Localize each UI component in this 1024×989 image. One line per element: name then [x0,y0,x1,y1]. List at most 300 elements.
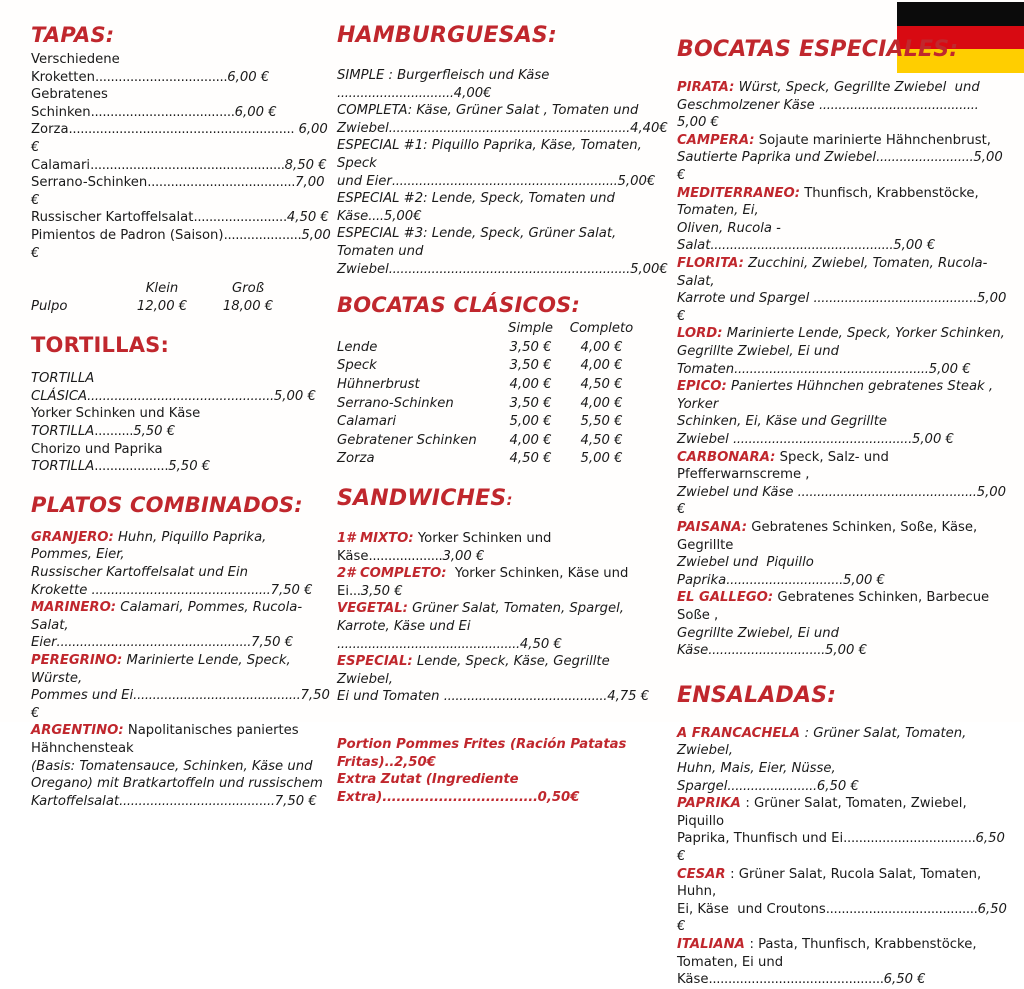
plato-item-name: PEREGRINO: [31,652,123,668]
especial-line [677,484,1011,519]
sandwich-item [337,530,667,565]
plato-line-text: Napolitanisches paniertes [123,723,299,739]
spacer [337,469,667,487]
dot-leader: ... [349,583,361,599]
tortilla-item-name: Chorizo und Paprika [31,441,167,457]
dot-leader: .......... [94,424,134,439]
tortilla-item-name: Yorker Schinken und Käse [31,406,205,422]
tapas-item-price: 6,00 € [227,69,270,85]
hamburguesa-line-text: Zwiebel [337,120,389,136]
ensalada-line-text: : Grüner Salat, Rucola Salat, Tomaten, Huhn, [677,866,986,900]
bocatas-clasicos-table [337,320,637,469]
tapas-item [31,227,335,262]
ensalada-line [677,725,1007,760]
hamburguesa-line [337,67,667,102]
especial-item [677,255,1011,325]
hamburguesa-item [337,102,667,137]
ensalada-line-text: : Grüner Salat, Tomaten, Zwiebel, [677,725,971,759]
dot-leader: ............................................... [337,636,520,652]
plato-line-text: Oregano) mit Bratkartoffeln und russischem [31,776,323,792]
ensalada-item-name: ITALIANA [677,936,750,952]
spacer [677,61,1007,79]
pulpo-col-header: Klein [145,281,179,297]
especial-line [677,449,1007,484]
dot-leader: .......................................... [813,291,977,307]
tortilla-item-price: 5,00 € [273,388,316,404]
heading-sandwiches-text: SANDWICHES [337,486,507,512]
especial-item [677,449,1011,519]
clasicos-cell-completo: 4,50 € [580,432,623,448]
hamburguesa-line-text: ESPECIAL #1: Piquillo Paprika, Käse, Tomaten, Speck [337,138,646,172]
especial-line [677,554,1007,589]
especial-line [677,625,1007,660]
especial-price: 5,00 € [825,643,867,659]
plato-line [31,775,331,793]
especial-line-text: Oliven, Rucola -Salat [677,220,781,254]
especial-line-text: Thunfisch, Krabbenstöcke, [800,185,979,201]
spacer [31,356,331,370]
especial-price: 5,00 € [677,150,1007,184]
especial-line [677,589,1007,624]
clasicos-cell-completo: 5,00 € [580,451,623,467]
plato-line-text: Huhn, Piquillo Paprika, Pommes, Eier, [31,529,271,563]
clasicos-cell-simple: 4,00 € [509,432,552,448]
clasicos-cell-simple: 3,50 € [509,339,552,355]
especial-line-text: Sautierte Paprika und Zwiebel [677,150,877,166]
especial-item [677,589,1007,659]
sandwich-line-text: Ei und Tomaten [337,689,444,705]
especial-item-name: CAMPERA: [677,132,755,148]
plato-item-price: 7,50 € [270,582,313,598]
dot-leader: ...................................... [147,175,296,191]
heading-bocatas-clasicos: BOCATAS CLÁSICOS: [337,293,581,318]
dot-leader: ................... [368,548,443,564]
ensalada-item [677,936,1007,989]
sandwich-item-name: ESPECIAL: [337,654,413,670]
plato-line-text: Krokette [31,582,92,598]
spacer [31,316,331,334]
tortilla-item-price: 5,50 € [133,424,176,439]
flag-band-black [897,2,1024,26]
especial-line [677,290,1011,325]
ensalada-item [677,866,1012,936]
sandwich-item [337,653,667,706]
hamburguesa-item [337,137,667,190]
hamburguesa-line [337,120,667,138]
hamburguesa-item [337,67,667,102]
plato-line-text: Kartoffelsalat [31,793,120,809]
especial-item-name: FLORITA: [677,256,744,272]
especial-line [677,431,1007,449]
dot-leader: ............................................. [708,972,884,988]
dot-leader: .............................. [708,643,826,659]
tapas-item-price: 6,00 € [234,104,277,120]
clasicos-row [337,395,637,414]
especial-item [677,325,1007,378]
ensalada-line [677,795,1007,830]
plato-line-text: (Basis: Tomatensauce, Schinken, Käse und [31,758,313,774]
spacer [677,660,1007,684]
tapas-item-name: Verschiedene Kroketten [31,52,124,85]
plato-item [31,652,335,722]
tortilla-item [31,370,331,405]
hamburguesa-line [337,102,667,120]
plato-line [31,758,331,776]
especial-line-text: Speck, Salz- und Pfefferwarnscreme , [677,449,894,483]
dot-leader: ....................... [727,778,817,794]
clasicos-cell-completo: 4,00 € [580,358,623,374]
extra-item-price: 0,50€ [537,789,580,805]
hamburguesa-item [337,225,667,278]
especial-line [677,255,1007,290]
especial-price: 5,00 € [928,361,971,377]
tapas-item-name: Calamari [31,157,91,173]
plato-line [31,599,331,634]
ensalada-line-text: : Grüner Salat, Tomaten, Zwiebel, Piquillo [677,796,971,829]
especial-line-text: Zucchini, Zwiebel, Tomaten, Rucola-Salat, [677,256,988,289]
spacer [677,707,1007,725]
heading-sandwiches-colon: : [506,491,513,510]
clasicos-cell-name: Lende [337,339,378,355]
sandwich-line-text: Grüner Salat, Tomaten, Spargel, [407,601,624,617]
ensalada-price: 6,50 € [677,831,1010,864]
pulpo-table [31,280,291,316]
pulpo-header-row [31,280,291,298]
extra-item [337,736,667,771]
extra-item [337,771,667,806]
plato-item [31,529,331,599]
especial-line-text: Karrote und Spargel [677,291,814,307]
dot-leader: ............................................... [710,238,894,254]
tapas-item [31,86,331,121]
spacer [31,476,331,494]
dot-leader: ........................ [193,210,287,226]
especial-line [677,519,1007,554]
plato-item-price: 7,50 € [274,793,317,809]
especial-price: 5,00 € [677,97,983,131]
hamburguesa-item [337,190,667,225]
especial-line-text: Gegrillte Zwiebel, Ei und [677,344,839,359]
especial-line [677,132,1007,150]
sandwich-price: 3,50 € [360,583,403,599]
dot-leader: .......................................... [443,689,608,705]
clasicos-row [337,357,637,376]
especial-item-name: PIRATA: [677,80,735,96]
especial-item [677,132,1007,185]
clasicos-cell-name: Zorza [337,451,375,467]
clasicos-cell-completo: 4,00 € [580,339,623,355]
hamburguesa-line [337,137,667,172]
pulpo-cell-label: Pulpo [31,299,68,315]
dot-leader: .............................................. [732,431,912,447]
sandwich-item-name: VEGETAL: [337,601,408,617]
sandwich-price: 4,50 € [519,636,562,652]
ensalada-line [677,760,1007,795]
clasicos-cell-name: Hühnerbrust [337,377,420,393]
heading-tapas: TAPAS: [31,23,115,47]
clasicos-row [337,432,637,451]
plato-item-price: 7,50 € [31,688,335,721]
especial-line-text: Tomaten [677,361,735,377]
clasicos-cell-name: Calamari [337,414,397,430]
sandwich-line-text: Yorker Schinken, Käse und Ei [337,566,633,599]
dot-leader: .................................. [843,831,976,847]
hamburguesa-line-text: COMPLETA: Käse, Grüner Salat , Tomaten und [337,103,639,119]
ensalada-line [677,830,1010,865]
plato-line [31,529,331,564]
clasicos-cell-simple: 4,50 € [509,451,552,467]
especial-item [677,519,1007,589]
extra-item-text: Extra Zutat (Ingrediente Extra) [337,772,524,805]
especial-line [677,378,1007,413]
pulpo-col-header: Groß [231,281,265,297]
heading-ensaladas: ENSALADAS: [677,682,837,708]
especial-line-text: Schinken, Ei, Käse und Gegrillte [677,414,887,430]
especial-item [677,378,1007,448]
clasicos-cell-completo: 4,00 € [580,395,623,411]
especial-line-text: Marinierte Lende, Speck, Yorker Schinken, [722,326,1005,342]
plato-item-price: 7,50 € [251,635,294,651]
plato-line-text: Hähnchensteak [31,740,134,756]
dot-leader: .................................. [94,69,228,85]
especial-line-text: Würst, Speck, Gegrillte Zwiebel und [734,80,980,96]
plato-line-text: Marinierte Lende, Speck, Würste, [31,652,295,686]
plato-line [31,652,331,687]
clasicos-col-header [337,320,495,339]
clasicos-row [337,450,637,469]
sandwich-line [337,530,667,565]
ensalada-line [677,901,1012,936]
plato-item [31,599,331,652]
pulpo-cell-klein: 12,00 € [136,299,188,315]
sandwich-line [337,688,667,706]
hamburguesa-price: 5,00€ [383,208,422,224]
tapas-item-name: Russischer Kartoffelsalat [31,210,194,226]
tapas-item-name: Serrano-Schinken [31,175,148,191]
dot-leader: .............................. [337,85,454,101]
especial-item-name: CARBONARA: [677,449,776,465]
dot-leader: .......................................................... [391,173,618,189]
especial-line [677,343,1007,361]
hamburguesa-line-text: ESPECIAL #2: Lende, Speck, Tomaten und Käse [337,191,620,224]
dot-leader: .............................................. [797,484,977,500]
dot-leader: .................... [223,227,302,243]
plato-line-text: Eier [31,635,57,651]
sandwich-line-text: Yorker Schinken und Käse [337,531,556,564]
dot-leader: ........................................... [133,688,301,704]
dot-leader: .......................................................... [68,122,295,138]
heading-platos-combinados: PLATOS COMBINADOS: [31,492,303,517]
extra-item-price: 2,50€ [394,754,436,770]
ensalada-line-text: : Pasta, Thunfisch, Krabbenstöcke, [749,936,977,952]
clasicos-row [337,339,637,358]
sandwich-line-text: Lende, Speck, Käse, Gegrillte Zwiebel, [337,654,614,687]
especial-line-text: Gegrillte Zwiebel, Ei und Käse [677,625,844,659]
plato-line [31,564,331,582]
sandwich-line [337,565,667,600]
plato-line [31,634,331,652]
dot-leader: ................................. [382,789,538,805]
extra-item-text: Portion Pommes Frites (Ración Patatas Fritas) [337,737,631,770]
tapas-item [31,209,331,227]
ensalada-line-text: Tomaten, Ei und Käse [677,954,788,988]
tortilla-item-price: 5,50 € [168,459,211,475]
dot-leader: ......................................... [818,97,979,113]
clasicos-cell-completo: 5,50 € [580,414,623,430]
ensalada-item-name: PAPRIKA [677,796,746,812]
dot-leader: ................... [94,459,169,475]
tapas-item-name: Zorza [31,122,69,138]
especial-line [677,97,1007,132]
ensalada-line [677,866,1007,901]
especial-line [677,79,1007,97]
especial-line [677,220,1007,255]
hamburguesa-line [337,225,667,260]
dot-leader: .............................................................. [388,261,631,277]
tapas-item [31,157,331,175]
tapas-item [31,121,331,156]
heading-sandwiches [337,487,667,510]
dot-leader: .................................................. [90,157,285,173]
column-middle [337,24,667,806]
plato-item-name: ARGENTINO: [31,723,124,739]
dot-leader: .. [384,754,395,770]
clasicos-cell-simple: 3,50 € [509,395,552,411]
pulpo-cell-gross: 18,00 € [222,299,274,315]
dot-leader: ................................................ [87,388,274,404]
especial-line-text: Gebratenes Schinken, Soße, Käse, Gegrillte [677,519,982,553]
especial-item-name: MEDITERRANEO: [677,185,801,201]
tapas-item-name: Pimientos de Padron (Saison) [31,227,224,243]
ensalada-item-name: A FRANCACHELA [677,725,805,741]
hamburguesa-line-text: SIMPLE : Burgerfleisch und Käse [337,68,554,84]
tapas-item-price: 5,00 € [31,227,335,261]
especial-line [677,202,1007,220]
ensalada-line-text: Ei, Käse und Croutons [677,901,826,917]
sandwich-price: 3,00 € [442,548,485,564]
especial-item-name: PAISANA: [677,519,748,535]
clasicos-col-header: Simple [507,321,554,337]
especial-line [677,325,1007,343]
spacer [31,262,331,280]
dot-leader: .................................................. [56,635,252,651]
especial-line-text: Zwiebel [677,431,733,447]
sandwich-item-name: 1# MIXTO: [337,531,414,547]
especial-item [677,185,1007,255]
tortilla-item-emph: TORTILLA [31,424,95,439]
tortilla-item [31,441,331,476]
tortilla-item-emph: TORTILLA [31,459,95,475]
clasicos-cell-completo: 4,50 € [580,377,623,393]
especial-item-name: EL GALLEGO: [677,590,774,606]
tortilla-item-name: TORTILLA CLÁSICA [31,371,99,404]
plato-item-name: GRANJERO: [31,529,114,545]
especial-line [677,413,1007,431]
spacer [31,516,331,529]
clasicos-cell-name: Gebratener Schinken [337,432,477,448]
tapas-item-price: 8,50 € [284,157,327,173]
hamburguesa-price: 4,40€ [630,120,668,136]
pulpo-row [31,298,291,316]
tapas-item-name: Gebratenes Schinken [31,87,113,120]
especial-item [677,79,1007,132]
plato-line-text: Calamari, Pommes, Rucola-Salat, [31,600,303,633]
ensalada-line [677,954,1007,989]
spacer [337,510,667,530]
plato-line [31,687,335,722]
sandwich-line [337,653,667,688]
dot-leader: ..................................... [90,104,235,120]
dot-leader: .............................. [726,572,843,588]
clasicos-cell-name: Serrano-Schinken [337,395,454,411]
especial-item-name: EPICO: [677,379,727,395]
sandwich-item [337,565,667,600]
tortilla-item [31,405,331,440]
spacer [337,706,667,736]
clasicos-col-header: Completo [569,321,634,337]
clasicos-row [337,376,637,395]
sandwich-line-text: Karrote, Käse und Ei [337,619,475,635]
plato-line [31,582,331,600]
especial-line-text: Paniertes Hühnchen gebratenes Steak , Yorker [677,379,998,412]
clasicos-cell-simple: 5,00 € [509,414,552,430]
column-right [677,37,1012,989]
hamburguesa-line [337,261,667,279]
especial-line-text: Tomaten, Ei, [677,203,759,219]
especial-line [677,185,1007,203]
sandwich-item [337,600,667,653]
hamburguesa-price: 5,00€ [630,261,668,277]
especial-line-text: Gebratenes Schinken, Barbecue Soße , [677,590,994,623]
dot-leader: .............................................. [91,582,271,598]
especial-item-name: LORD: [677,326,723,342]
ensalada-item [677,795,1010,865]
ensalada-line [677,936,1007,954]
especial-line-text: Geschmolzener Käse [677,97,819,113]
plato-line [31,740,331,758]
plato-line-text: Russischer Kartoffelsalat und Ein [31,565,249,581]
spacer [337,47,667,67]
clasicos-cell-simple: 4,00 € [509,377,552,393]
tapas-item-price: 4,50 € [286,210,329,226]
heading-hamburguesas: HAMBURGUESAS: [337,23,557,48]
especial-line-text: Zwiebel und Käse [677,484,798,500]
heading-bocatas-especiales: BOCATAS ESPECIALES: [677,37,959,62]
hamburguesa-line [337,173,667,191]
clasicos-row [337,413,637,432]
ensalada-line-text: Huhn, Mais, Eier, Nüsse, Spargel [677,760,840,794]
tapas-item-price: 6,00 € [31,122,333,156]
sandwich-item-name: 2# COMPLETO: [337,566,447,582]
hamburguesa-price: 5,00€ [617,173,656,189]
dot-leader: .... [368,208,384,224]
ensalada-price: 6,50 € [816,778,859,794]
plato-line [31,793,331,811]
spacer [337,278,667,294]
clasicos-cell-simple: 3,50 € [509,358,552,374]
plato-item-name: MARINERO: [31,600,117,616]
especial-price: 5,00 € [842,572,885,588]
hamburguesa-line-text: ESPECIAL #3: Lende, Speck, Grüner Salat, Tomaten und [337,226,621,260]
hamburguesa-line [337,190,667,225]
tapas-item [31,51,331,86]
column-left [31,23,335,810]
plato-line-text: Pommes und Ei [31,688,134,704]
especial-price: 5,00 € [677,291,1011,324]
clasicos-cell-name: Speck [337,358,377,374]
hamburguesa-line-text: Zwiebel [337,261,389,277]
plato-item [31,722,331,810]
